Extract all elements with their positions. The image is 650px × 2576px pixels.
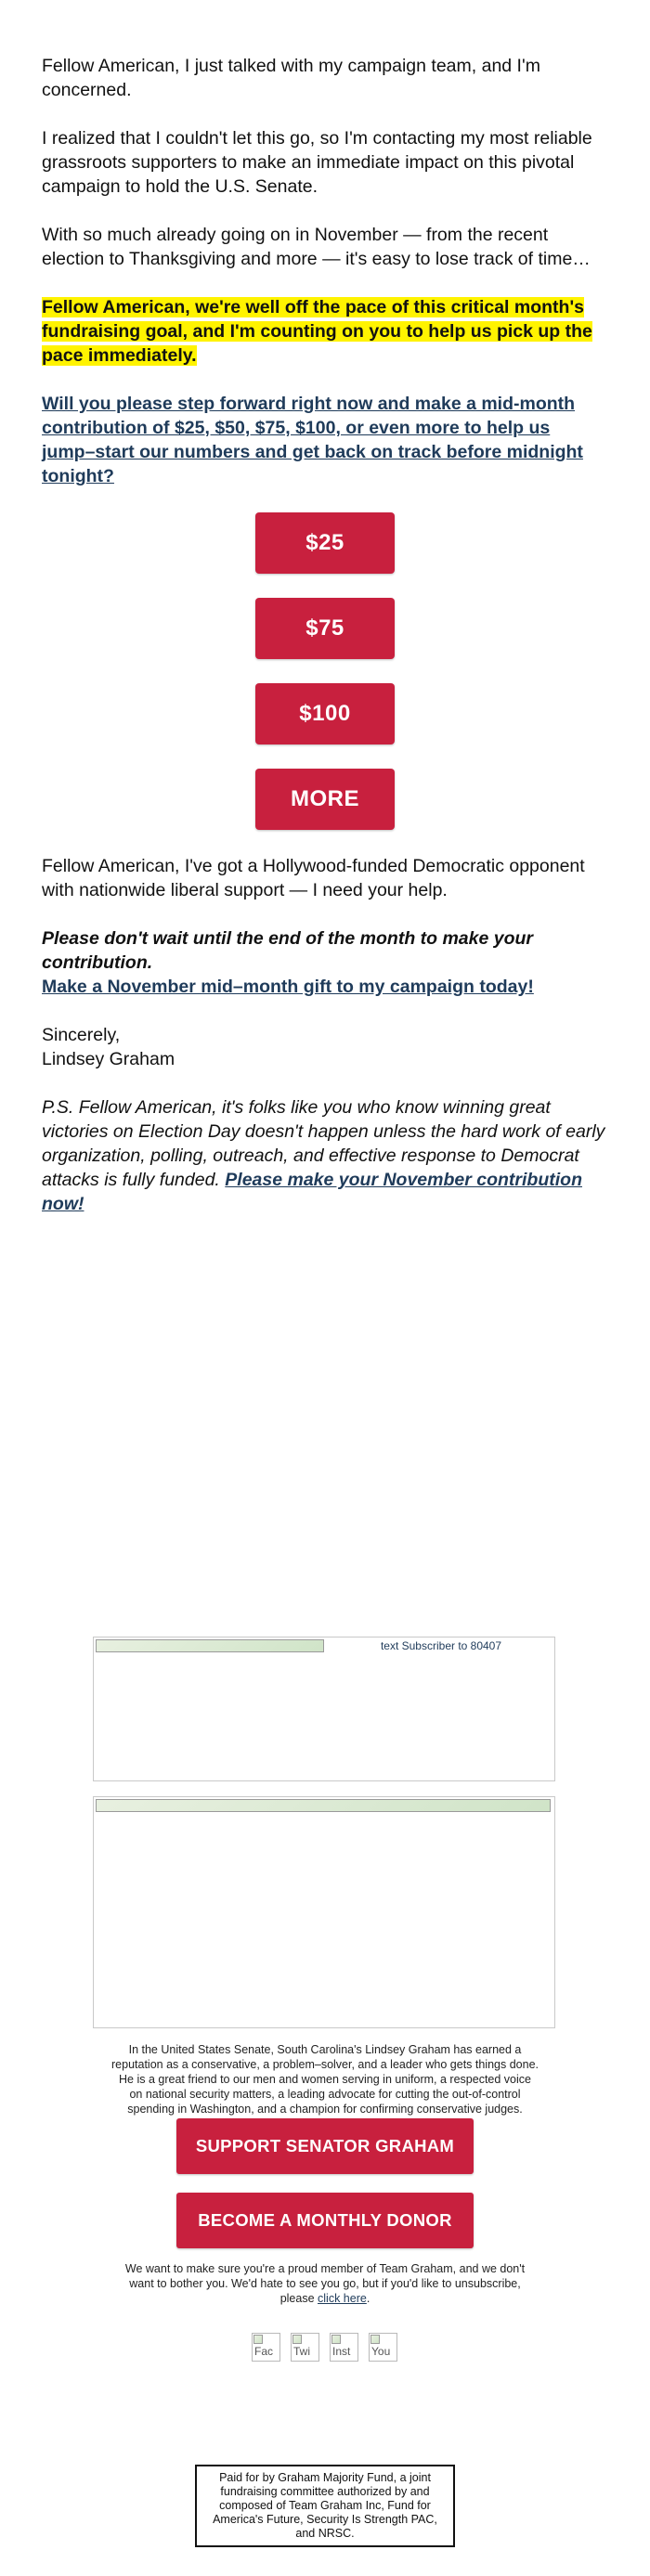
unsubscribe-text: We want to make sure you're a proud member of Team Graham, and we don't want to bother you. We'd hate to see you go, but if you'd like to unsubscribe, please	[124, 2262, 526, 2305]
letter-body	[42, 54, 608, 1240]
youtube-icon[interactable]: You	[369, 2333, 397, 2362]
ask-paragraph	[42, 392, 608, 488]
closing: Sincerely,	[42, 1025, 121, 1045]
ps-text: P.S. Fellow American, it's folks like you who know winning great victories on Election Day doesn't happen unless the hard work of early organization, polling, outreach, and effective response to Democrat attacks is fully funded.	[42, 1097, 605, 1190]
about-senator-text: In the United States Senate, South Carolina's Lindsey Graham has earned a reputation as a conservative, a problem–solver, and a leader who gets things done. He is a great friend to our men and women serving in uniform, a respected voice on national security matters, a leading advocate for cutting the out-of-control spending in Washington, and a champion for confirming conservative judges.	[111, 2043, 540, 2116]
signature-block	[42, 1023, 608, 1071]
contribution-ask-link[interactable]: Will you please step forward right now and make a mid-month contribution of $25, $50, $75, $100, or even more to help us jump–start our numbers and get back on track before midnight tonight?	[42, 394, 583, 486]
monthly-donor-button[interactable]: BECOME A MONTHLY DONOR	[176, 2193, 474, 2248]
paragraph-opponent: Fellow American, I've got a Hollywood-funded Democratic opponent with nationwide liberal support — I need your help.	[42, 856, 585, 900]
paragraph-intro: Fellow American, I just talked with my campaign team, and I'm concerned.	[42, 56, 540, 100]
support-senator-button[interactable]: SUPPORT SENATOR GRAHAM	[176, 2118, 474, 2174]
donate-75-button[interactable]: $75	[255, 598, 395, 659]
campaign-photo[interactable]	[93, 1796, 555, 2028]
broken-image-icon	[96, 1799, 551, 1812]
ps-contribution-link[interactable]: Please make your November contribution now!	[42, 1170, 582, 1214]
postscript	[42, 1095, 608, 1216]
paragraph-deadline	[42, 926, 608, 999]
highlight-text: Fellow American, we're well off the pace of this critical month's fundraising goal, and I'm counting on you to help us pick up the pace immediately.	[42, 297, 592, 366]
highlight-paragraph	[42, 295, 608, 368]
november-gift-link[interactable]: Make a November mid–month gift to my campaign today!	[42, 977, 534, 997]
twitter-icon[interactable]: Twi	[291, 2333, 319, 2362]
broken-image-icon	[96, 1639, 324, 1652]
donate-100-button[interactable]: $100	[255, 683, 395, 744]
deadline-text: Please don't wait until the end of the month to make your contribution.	[42, 928, 534, 973]
donate-more-button[interactable]: MORE	[255, 769, 395, 830]
social-links	[252, 2333, 397, 2362]
subscriber-image-alt: text Subscriber to 80407	[380, 1639, 502, 1652]
subscriber-image[interactable]	[93, 1637, 555, 1781]
facebook-icon[interactable]: Fac	[252, 2333, 280, 2362]
unsubscribe-notice: We want to make sure you're a proud member of Team Graham, and we don't want to bother you. We'd hate to see you go, but if you'd like to unsubscribe, please click here.	[124, 2262, 526, 2305]
instagram-icon[interactable]: Inst	[330, 2333, 358, 2362]
paid-for-disclaimer: Paid for by Graham Majority Fund, a joint fundraising committee authorized by and composed of Team Graham Inc, Fund for America's Future, Security Is Strength PAC, and NRSC.	[195, 2465, 455, 2547]
paragraph-november: With so much already going on in November — from the recent election to Thanksgiving and more — it's easy to lose track of time…	[42, 225, 591, 269]
unsubscribe-link[interactable]: click here	[318, 2292, 367, 2305]
paragraph-grassroots: I realized that I couldn't let this go, so I'm contacting my most reliable grassroots supporters to make an immediate impact on this pivotal campaign to hold the U.S. Senate.	[42, 128, 592, 197]
signature-name: Lindsey Graham	[42, 1049, 176, 1069]
donate-25-button[interactable]: $25	[255, 512, 395, 574]
donate-button-group	[42, 512, 608, 830]
